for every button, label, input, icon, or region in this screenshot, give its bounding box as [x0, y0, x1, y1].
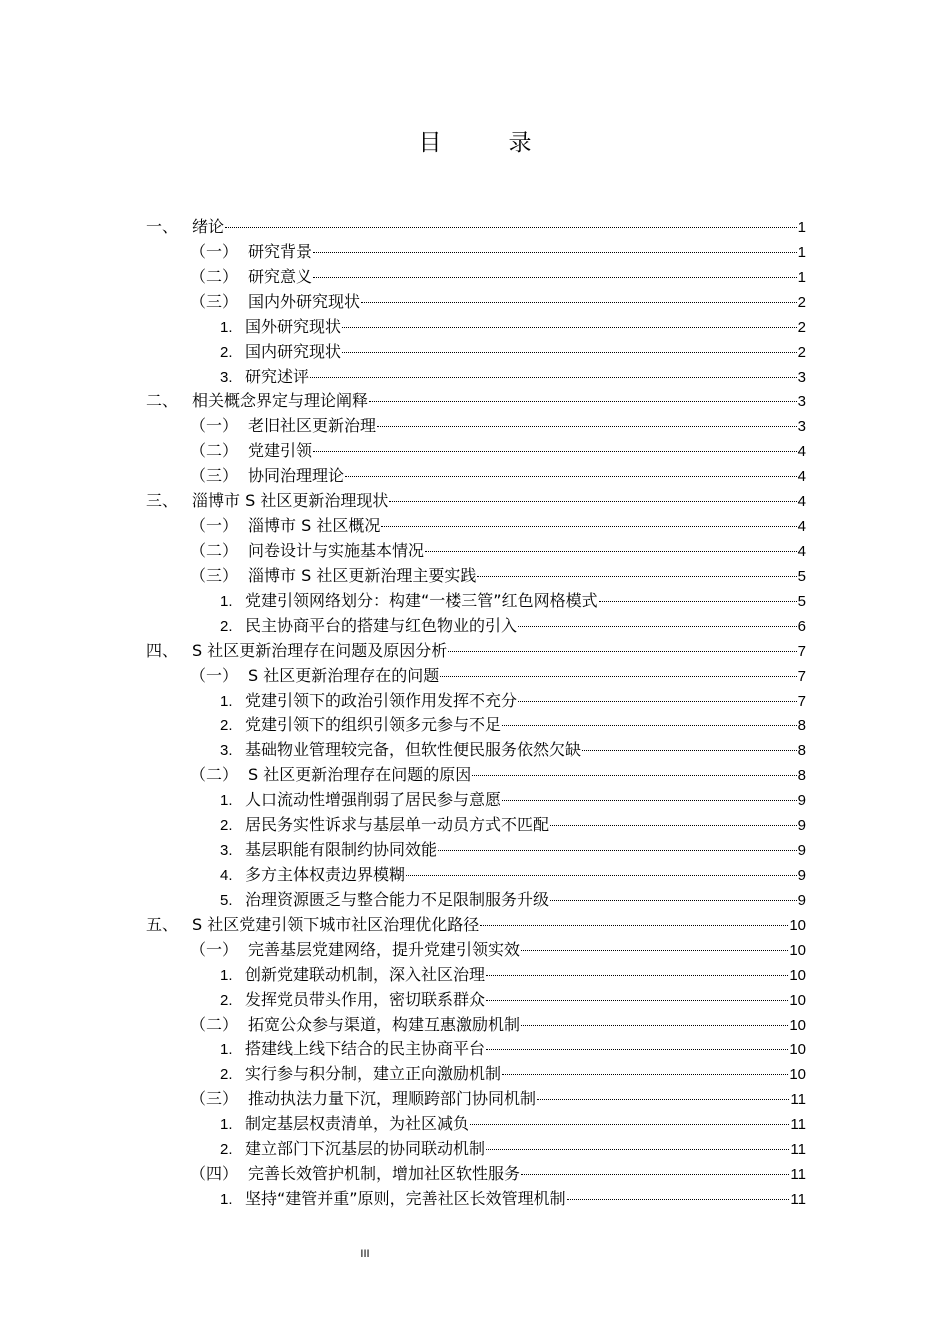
toc-entry-page-number: 9: [797, 891, 806, 909]
toc-entry-title: 完善长效管护机制，增加社区软性服务: [248, 1164, 521, 1184]
toc-entry-number: （一）: [190, 516, 239, 536]
toc-entry-page-number: 1: [797, 219, 806, 236]
toc-dot-leader: [313, 449, 797, 452]
toc-entry-title: 国内研究现状: [245, 341, 342, 361]
toc-dot-leader: [345, 474, 797, 477]
toc-entry[interactable]: [0, 689, 806, 714]
toc-dot-leader: [582, 748, 797, 751]
toc-dot-leader: [521, 1172, 789, 1175]
toc-dot-leader: [537, 1097, 789, 1100]
toc-entry-number: （二）: [190, 266, 239, 286]
toc-entry-title: 淄博市 S 社区更新治理主要实践: [248, 565, 477, 585]
toc-entry[interactable]: [0, 713, 806, 738]
toc-dot-leader: [518, 624, 797, 627]
toc-entry-number: 3.: [220, 842, 233, 860]
toc-entry[interactable]: [0, 589, 806, 614]
toc-entry-title: 党建引领网络划分：构建“一楼三管”红色网格模式: [245, 590, 598, 610]
toc-entry-title: 推动执法力量下沉，理顺跨部门协同机制: [248, 1089, 537, 1109]
toc-entry[interactable]: [0, 215, 806, 240]
toc-dot-leader: [567, 1197, 790, 1200]
toc-entry-page-number: 3: [797, 418, 806, 436]
toc-entry-number: 2.: [220, 991, 233, 1009]
toc-entry[interactable]: [0, 340, 806, 365]
toc-entry-number: （一）: [190, 241, 239, 261]
toc-entry-number: 2.: [220, 343, 233, 361]
toc-entry-number: 2.: [220, 1141, 233, 1159]
toc-entry[interactable]: [0, 1112, 806, 1137]
toc-entry-page-number: 7: [797, 692, 806, 710]
toc-entry-number: （一）: [190, 665, 239, 685]
toc-dot-leader: [599, 599, 797, 602]
toc-entry[interactable]: [0, 614, 806, 639]
toc-entry-title: 淄博市 S 社区更新治理现状: [192, 491, 389, 511]
toc-entry-title: 党建引领下的组织引领多元参与不足: [245, 715, 502, 735]
toc-entry-page-number: 4: [797, 518, 806, 536]
toc-dot-leader: [369, 399, 797, 402]
toc-entry-title: S 社区党建引领下城市社区治理优化路径: [192, 914, 480, 934]
toc-entry[interactable]: [0, 514, 806, 539]
toc-list: [0, 215, 950, 1212]
toc-dot-leader: [440, 674, 796, 677]
toc-entry-number: （一）: [190, 939, 239, 959]
toc-entry-page-number: 2: [797, 318, 806, 336]
toc-entry-title: 国外研究现状: [245, 316, 342, 336]
toc-entry-page-number: 11: [790, 1091, 806, 1109]
toc-entry[interactable]: [0, 913, 806, 938]
toc-entry-page-number: 7: [797, 667, 806, 685]
toc-entry-number: 3.: [220, 368, 233, 386]
toc-entry-title: 建立部门下沉基层的协同联动机制: [245, 1139, 486, 1159]
toc-entry-title: 多方主体权责边界模糊: [245, 864, 406, 884]
toc-dot-leader: [470, 1122, 789, 1125]
toc-entry-number: 4.: [220, 866, 233, 884]
toc-entry-page-number: 8: [797, 767, 806, 785]
toc-entry[interactable]: [0, 464, 806, 489]
toc-entry-title: 基础物业管理较完备，但软性便民服务依然欠缺: [245, 740, 582, 760]
toc-entry-number: （三）: [190, 565, 239, 585]
toc-entry-page-number: 4: [797, 493, 806, 511]
toc-entry-page-number: 3: [797, 393, 806, 411]
toc-dot-leader: [377, 424, 797, 427]
toc-entry-page-number: 9: [797, 817, 806, 835]
toc-entry[interactable]: [0, 1162, 806, 1187]
toc-entry-title: 淄博市 S 社区概况: [248, 516, 381, 536]
toc-entry-title: 老旧社区更新治理: [248, 416, 377, 436]
toc-entry-page-number: 6: [797, 617, 806, 635]
toc-dot-leader: [389, 499, 796, 502]
toc-title: 目 录: [418, 130, 554, 156]
toc-entry[interactable]: [0, 290, 806, 315]
toc-entry-page-number: 7: [797, 642, 806, 660]
toc-dot-leader: [486, 998, 788, 1001]
toc-entry-number: 1.: [220, 592, 233, 610]
toc-entry-number: 5.: [220, 891, 233, 909]
toc-entry-title: 人口流动性增强削弱了居民参与意愿: [245, 790, 502, 810]
toc-entry-page-number: 4: [797, 443, 806, 461]
toc-entry-number: 1.: [220, 692, 233, 710]
toc-entry-title: 协同治理理论: [248, 466, 345, 486]
toc-entry[interactable]: [0, 240, 806, 265]
toc-entry-title: 民主协商平台的搭建与红色物业的引入: [245, 615, 518, 635]
toc-entry-number: （二）: [190, 441, 239, 461]
toc-entry-number: （三）: [190, 291, 239, 311]
toc-entry-number: （四）: [190, 1164, 239, 1184]
toc-entry-title: 研究述评: [245, 366, 310, 386]
toc-entry[interactable]: [0, 664, 806, 689]
toc-dot-leader: [486, 1147, 789, 1150]
toc-entry[interactable]: [0, 963, 806, 988]
toc-dot-leader: [361, 300, 797, 303]
toc-dot-leader: [448, 649, 796, 652]
toc-entry-number: 五、: [146, 914, 179, 934]
toc-entry[interactable]: [0, 838, 806, 863]
toc-dot-leader: [313, 250, 797, 253]
toc-dot-leader: [381, 524, 796, 527]
toc-entry-number: 1.: [220, 1190, 233, 1208]
toc-entry-page-number: 1: [797, 268, 806, 286]
toc-entry-page-number: 10: [789, 966, 806, 984]
toc-dot-leader: [486, 973, 788, 976]
toc-entry-page-number: 10: [789, 1041, 806, 1059]
toc-entry-page-number: 3: [797, 368, 806, 386]
toc-entry-number: 2.: [220, 817, 233, 835]
toc-entry[interactable]: [0, 988, 806, 1013]
toc-entry[interactable]: [0, 1187, 806, 1212]
toc-dot-leader: [477, 574, 796, 577]
toc-dot-leader: [550, 898, 797, 901]
toc-entry-title: 党建引领下的政治引领作用发挥不充分: [245, 690, 518, 710]
toc-entry-page-number: 9: [797, 866, 806, 884]
toc-entry-title: 党建引领: [248, 441, 313, 461]
toc-entry-page-number: 9: [797, 842, 806, 860]
toc-entry[interactable]: [0, 1037, 806, 1062]
toc-entry[interactable]: [0, 639, 806, 664]
toc-entry[interactable]: [0, 938, 806, 963]
toc-entry-page-number: 11: [790, 1166, 806, 1184]
toc-entry-title: 完善基层党建网络，提升党建引领实效: [248, 939, 521, 959]
toc-entry[interactable]: [0, 439, 806, 464]
toc-entry-title: S 社区更新治理存在问题的原因: [248, 765, 472, 785]
toc-entry-title: 问卷设计与实施基本情况: [248, 540, 425, 560]
toc-entry[interactable]: [0, 365, 806, 390]
toc-entry[interactable]: [0, 1137, 806, 1162]
toc-entry-number: 3.: [220, 742, 233, 760]
toc-entry[interactable]: [0, 738, 806, 763]
toc-entry-page-number: 9: [797, 792, 806, 810]
toc-entry[interactable]: [0, 813, 806, 838]
toc-entry-title: S 社区更新治理存在问题及原因分析: [192, 640, 448, 660]
toc-entry[interactable]: [0, 489, 806, 514]
toc-entry[interactable]: [0, 564, 806, 589]
toc-entry-page-number: 4: [797, 542, 806, 560]
footer-page-number: III: [360, 1248, 370, 1260]
toc-entry[interactable]: [0, 788, 806, 813]
toc-dot-leader: [480, 923, 788, 926]
toc-entry-page-number: 11: [790, 1141, 806, 1159]
toc-dot-leader: [486, 1047, 788, 1050]
toc-entry-page-number: 10: [789, 991, 806, 1009]
toc-entry-number: 2.: [220, 1066, 233, 1084]
toc-entry-page-number: 10: [789, 1066, 806, 1084]
toc-entry-number: 2.: [220, 717, 233, 735]
toc-entry[interactable]: [0, 763, 806, 788]
toc-entry[interactable]: [0, 1013, 806, 1038]
toc-entry-number: （三）: [190, 1089, 239, 1109]
toc-dot-leader: [502, 798, 797, 801]
toc-dot-leader: [472, 773, 796, 776]
toc-entry-number: 1.: [220, 966, 233, 984]
toc-entry[interactable]: [0, 888, 806, 913]
toc-entry-page-number: 8: [797, 742, 806, 760]
toc-dot-leader: [502, 1072, 788, 1075]
toc-dot-leader: [438, 848, 797, 851]
toc-entry-title: 制定基层权责清单，为社区减负: [245, 1114, 470, 1134]
toc-entry-title: 实行参与积分制，建立正向激励机制: [245, 1064, 502, 1084]
toc-entry-number: （二）: [190, 540, 239, 560]
toc-dot-leader: [521, 1023, 788, 1026]
toc-entry-title: 发挥党员带头作用，密切联系群众: [245, 989, 486, 1009]
toc-entry-title: 坚持“建管并重”原则，完善社区长效管理机制: [245, 1188, 566, 1208]
toc-dot-leader: [310, 375, 797, 378]
toc-entry-title: 拓宽公众参与渠道，构建互惠激励机制: [248, 1014, 521, 1034]
toc-entry-title: 绪论: [192, 217, 225, 236]
toc-dot-leader: [406, 873, 797, 876]
toc-entry[interactable]: [0, 539, 806, 564]
toc-dot-leader: [518, 699, 797, 702]
toc-entry-page-number: 10: [789, 941, 806, 959]
toc-entry[interactable]: [0, 265, 806, 290]
toc-entry-number: （二）: [190, 765, 239, 785]
toc-entry-page-number: 10: [789, 1016, 806, 1034]
toc-entry-number: 三、: [146, 491, 179, 511]
toc-entry-number: 1.: [220, 1041, 233, 1059]
toc-entry-title: 相关概念界定与理论阐释: [192, 391, 369, 411]
toc-entry-number: 1.: [220, 1116, 233, 1134]
toc-entry-title: 治理资源匮乏与整合能力不足限制服务升级: [245, 889, 550, 909]
toc-dot-leader: [342, 350, 797, 353]
toc-entry[interactable]: [0, 315, 806, 340]
toc-entry[interactable]: [0, 863, 806, 888]
toc-dot-leader: [521, 948, 788, 951]
toc-entry-page-number: 5: [797, 567, 806, 585]
toc-entry-title: 国内外研究现状: [248, 291, 361, 311]
toc-entry-page-number: 5: [797, 592, 806, 610]
toc-dot-leader: [425, 549, 797, 552]
toc-entry-page-number: 2: [797, 293, 806, 311]
toc-entry[interactable]: [0, 414, 806, 439]
toc-entry-number: （一）: [190, 416, 239, 436]
toc-dot-leader: [313, 275, 797, 278]
toc-entry-title: 搭建线上线下结合的民主协商平台: [245, 1039, 486, 1059]
toc-entry-number: 一、: [146, 217, 179, 236]
toc-entry-page-number: 8: [797, 717, 806, 735]
toc-dot-leader: [225, 225, 797, 228]
toc-entry-page-number: 4: [797, 468, 806, 486]
toc-entry[interactable]: [0, 1087, 806, 1112]
toc-entry-title: S 社区更新治理存在的问题: [248, 665, 440, 685]
toc-entry-number: （三）: [190, 466, 239, 486]
toc-entry-number: （二）: [190, 1014, 239, 1034]
toc-entry-title: 研究背景: [248, 241, 313, 261]
toc-entry-number: 1.: [220, 792, 233, 810]
toc-entry-page-number: 10: [789, 916, 806, 934]
toc-entry-page-number: 11: [790, 1116, 806, 1134]
toc-entry-page-number: 11: [790, 1190, 806, 1208]
toc-entry-title: 创新党建联动机制，深入社区治理: [245, 964, 486, 984]
toc-entry[interactable]: [0, 389, 806, 414]
toc-entry-page-number: 1: [797, 243, 806, 261]
toc-entry-title: 研究意义: [248, 266, 313, 286]
toc-dot-leader: [342, 325, 797, 328]
toc-entry-page-number: 2: [797, 343, 806, 361]
toc-dot-leader: [502, 723, 797, 726]
toc-entry-number: 1.: [220, 318, 233, 336]
toc-entry-title: 基层职能有限制约协同效能: [245, 840, 438, 860]
toc-dot-leader: [550, 823, 797, 826]
toc-entry-number: 2.: [220, 617, 233, 635]
toc-entry-title: 居民务实性诉求与基层单一动员方式不匹配: [245, 815, 550, 835]
toc-entry-number: 四、: [146, 640, 179, 660]
toc-entry-number: 二、: [146, 391, 179, 411]
toc-entry[interactable]: [0, 1062, 806, 1087]
